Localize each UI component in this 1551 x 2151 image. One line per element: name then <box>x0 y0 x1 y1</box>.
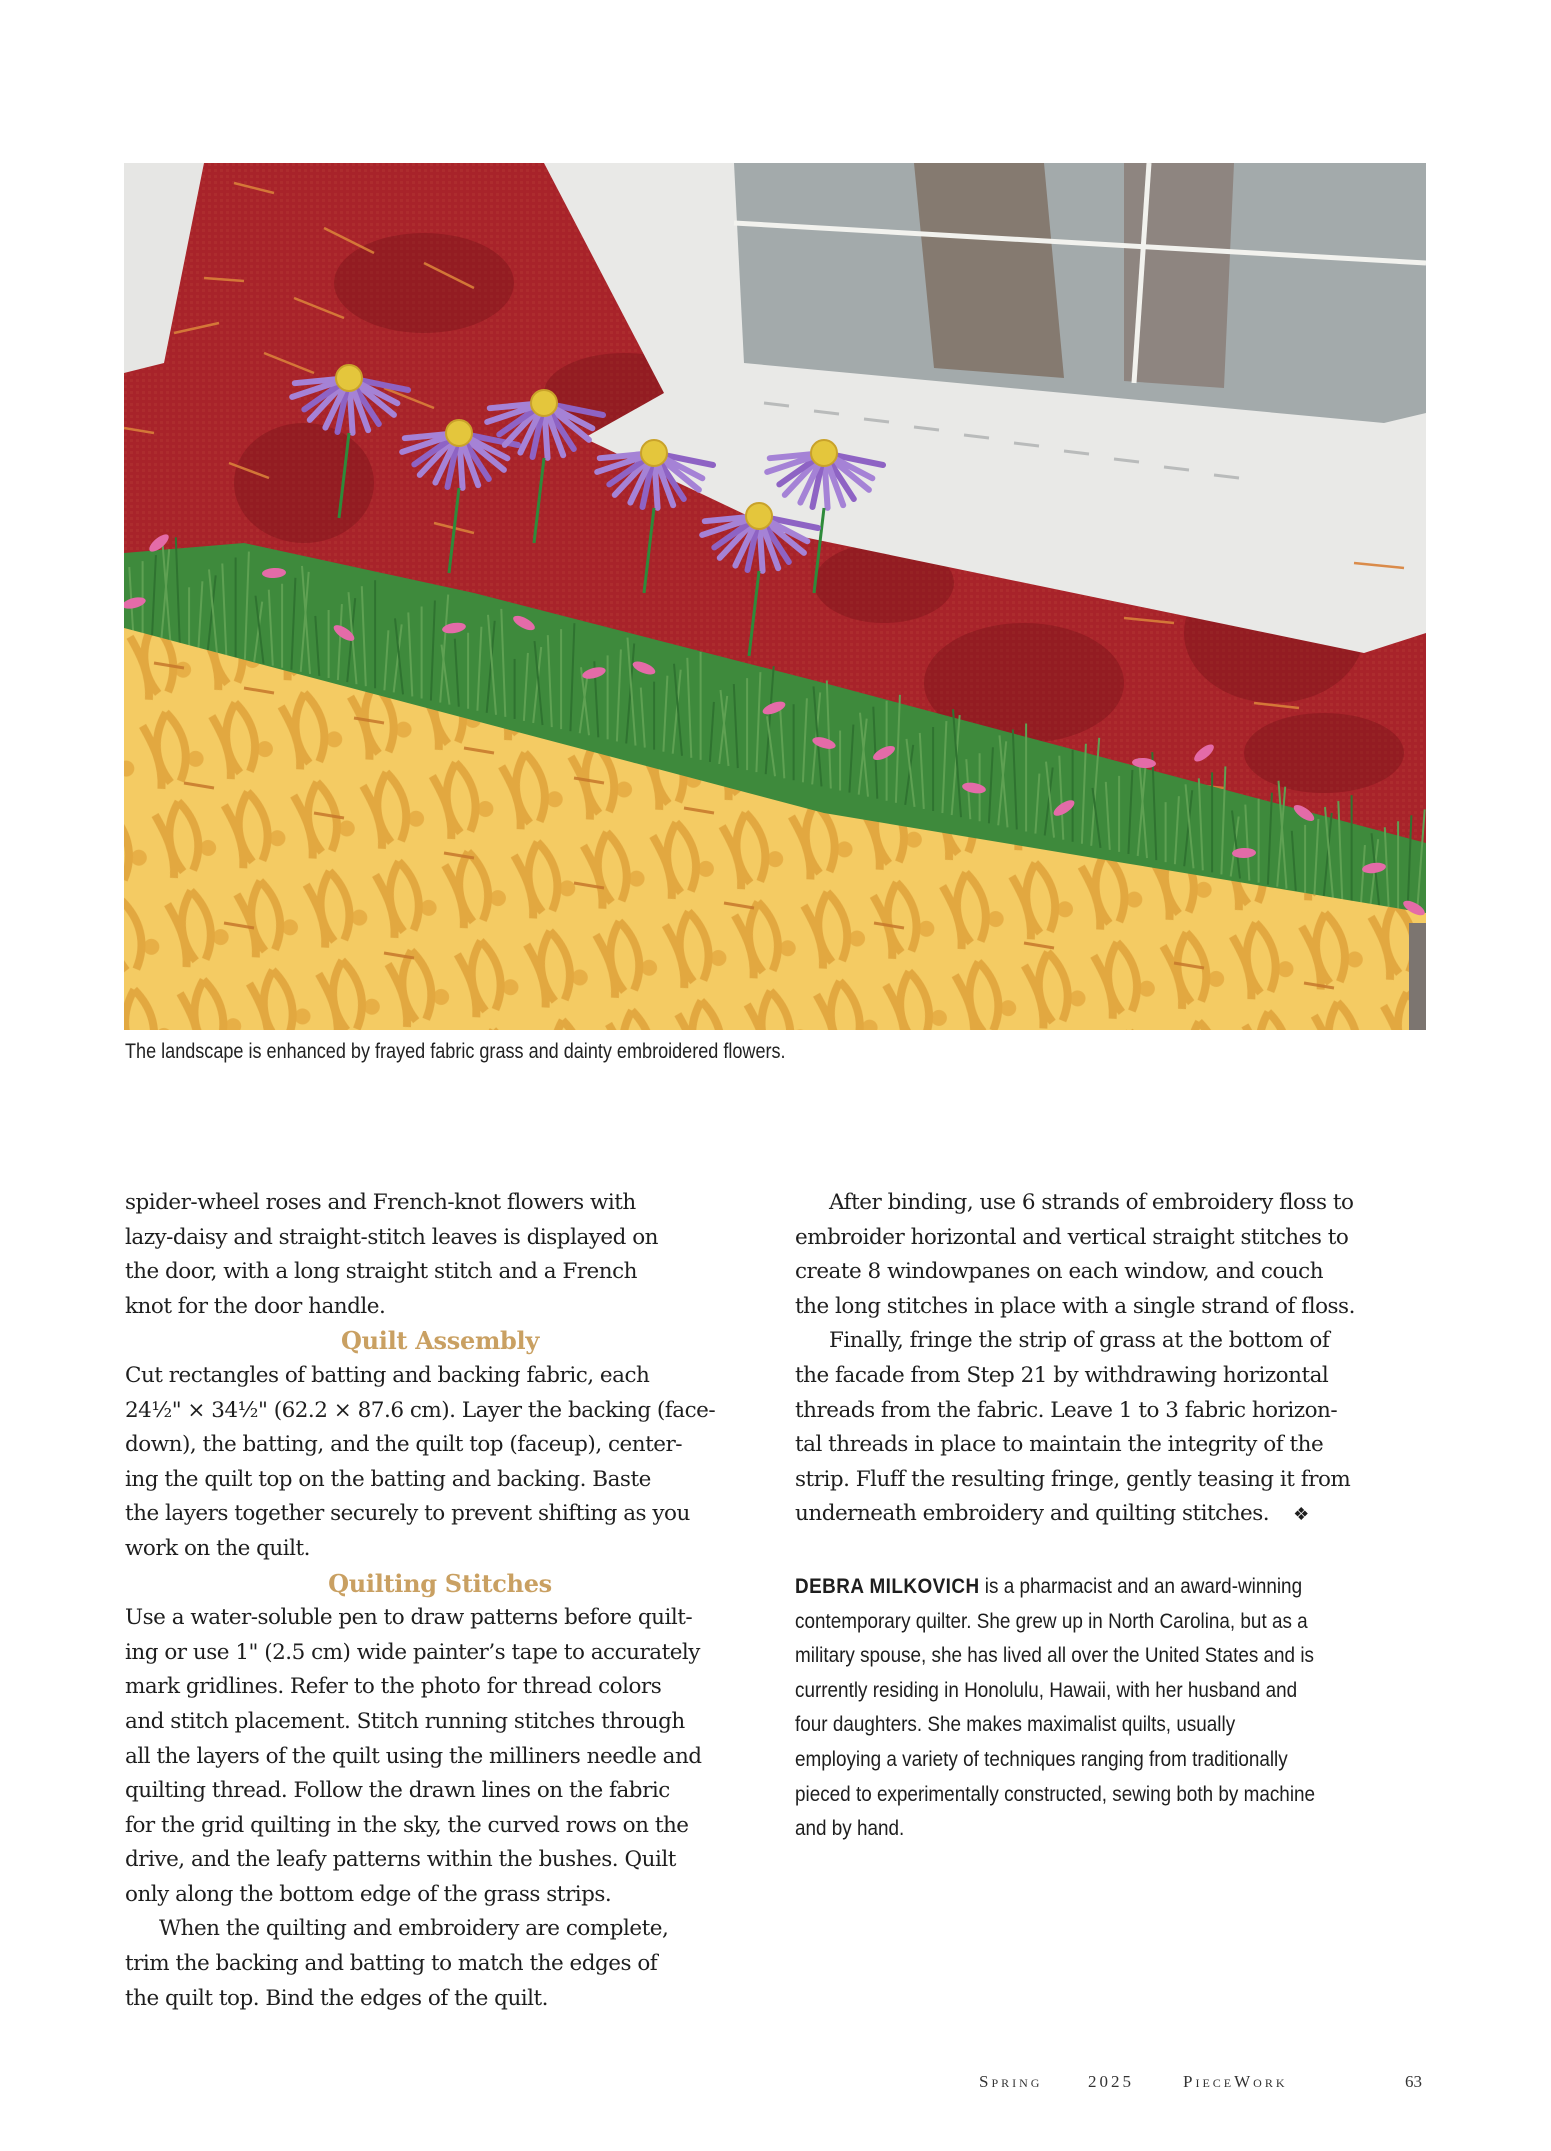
photo-caption: The landscape is enhanced by frayed fabric grass and dainty embroidered flowers. <box>125 1040 786 1063</box>
author-bio <box>795 1570 1435 1847</box>
text-line: drive, and the leafy patterns within the bushes. Quilt <box>125 1847 676 1873</box>
paragraph-windowpanes <box>795 1186 1425 1324</box>
text-line: knot for the door handle. <box>125 1293 386 1319</box>
right-column <box>795 1186 1425 1532</box>
text-line: for the grid quilting in the sky, the curved rows on the <box>125 1812 689 1838</box>
text-line: the facade from Step 21 by withdrawing horizontal <box>795 1362 1329 1388</box>
page-number: 63 <box>1405 2072 1422 2091</box>
paragraph-quilt-assembly <box>125 1359 755 1567</box>
footer-magazine: PieceWork <box>1183 2072 1288 2091</box>
bio-line: four daughters. She makes maximalist quilts, usually <box>795 1713 1236 1737</box>
end-of-article-icon: ❖ <box>1293 1504 1309 1526</box>
text-line: strip. Fluff the resulting fringe, gently teasing it from <box>795 1466 1351 1492</box>
text-line: tal threads in place to maintain the integrity of the <box>795 1432 1324 1458</box>
text-line: lazy-daisy and straight-stitch leaves is displayed on <box>125 1224 659 1250</box>
footer-season: Spring <box>979 2072 1043 2091</box>
paragraph-quilting-stitches <box>125 1601 755 1912</box>
bio-line: employing a variety of techniques ranging from traditionally <box>795 1747 1288 1771</box>
left-column <box>125 1186 755 2016</box>
bio-line <box>795 1570 1371 1605</box>
text-line: When the quilting and embroidery are complete, <box>159 1916 669 1942</box>
text-line: Cut rectangles of batting and backing fabric, each <box>125 1362 650 1388</box>
text-line: the door, with a long straight stitch and a French <box>125 1259 638 1285</box>
text-line: ing or use 1" (2.5 cm) wide painter’s tape to accurately <box>125 1639 700 1665</box>
heading-quilting-stitches: Quilting Stitches <box>328 1568 552 1598</box>
quilt-photo <box>124 163 1426 1030</box>
bio-text: is a pharmacist and an award-winning <box>979 1575 1303 1598</box>
text-line: threads from the fabric. Leave 1 to 3 fabric horizon- <box>795 1397 1338 1423</box>
text-line: the quilt top. Bind the edges of the quilt. <box>125 1985 549 2011</box>
text-line: the long stitches in place with a single strand of floss. <box>795 1293 1355 1319</box>
text-line: Use a water-soluble pen to draw patterns before quilt- <box>125 1605 693 1631</box>
footer-year: 2025 <box>1088 2072 1134 2091</box>
text-line: spider-wheel roses and French-knot flowers with <box>125 1190 636 1215</box>
paragraph-embroidery <box>125 1186 755 1324</box>
bio-line: pieced to experimentally constructed, sewing both by machine <box>795 1782 1316 1806</box>
text-line: down), the batting, and the quilt top (faceup), center- <box>125 1432 683 1458</box>
bio-line: military spouse, she has lived all over the United States and is <box>795 1644 1314 1668</box>
text-line: trim the backing and batting to match the edges of <box>125 1951 658 1977</box>
text-line: ing the quilt top on the batting and backing. Baste <box>125 1466 651 1492</box>
text-line-last <box>795 1497 1425 1532</box>
text-line: all the layers of the quilt using the milliners needle and <box>125 1743 702 1769</box>
author-name: DEBRA MILKOVICH <box>795 1575 980 1598</box>
text-line: the layers together securely to prevent shifting as you <box>125 1501 690 1527</box>
text-line: create 8 windowpanes on each window, and couch <box>795 1259 1324 1285</box>
text-line-text: underneath embroidery and quilting stitches. <box>795 1501 1270 1527</box>
text-line: and stitch placement. Stitch running stitches through <box>125 1708 685 1734</box>
text-line: mark gridlines. Refer to the photo for thread colors <box>125 1674 662 1700</box>
text-line: After binding, use 6 strands of embroidery floss to <box>829 1190 1354 1215</box>
paragraph-fringe <box>795 1324 1425 1532</box>
bio-line: currently residing in Honolulu, Hawaii, with her husband and <box>795 1678 1298 1702</box>
heading-quilt-assembly: Quilt Assembly <box>341 1326 539 1356</box>
text-line: work on the quilt. <box>125 1535 310 1561</box>
text-line: only along the bottom edge of the grass strips. <box>125 1881 612 1907</box>
text-line: quilting thread. Follow the drawn lines on the fabric <box>125 1778 670 1804</box>
paragraph-trim-bind <box>125 1912 755 2016</box>
bio-line: and by hand. <box>795 1817 905 1841</box>
quilt-photo-illustration <box>124 163 1426 1030</box>
text-line: Finally, fringe the strip of grass at the bottom of <box>829 1328 1330 1354</box>
text-line: embroider horizontal and vertical straight stitches to <box>795 1224 1349 1250</box>
text-line: 24½" × 34½" (62.2 × 87.6 cm). Layer the backing (face- <box>125 1397 716 1423</box>
bio-line: contemporary quilter. She grew up in North Carolina, but as a <box>795 1609 1308 1633</box>
